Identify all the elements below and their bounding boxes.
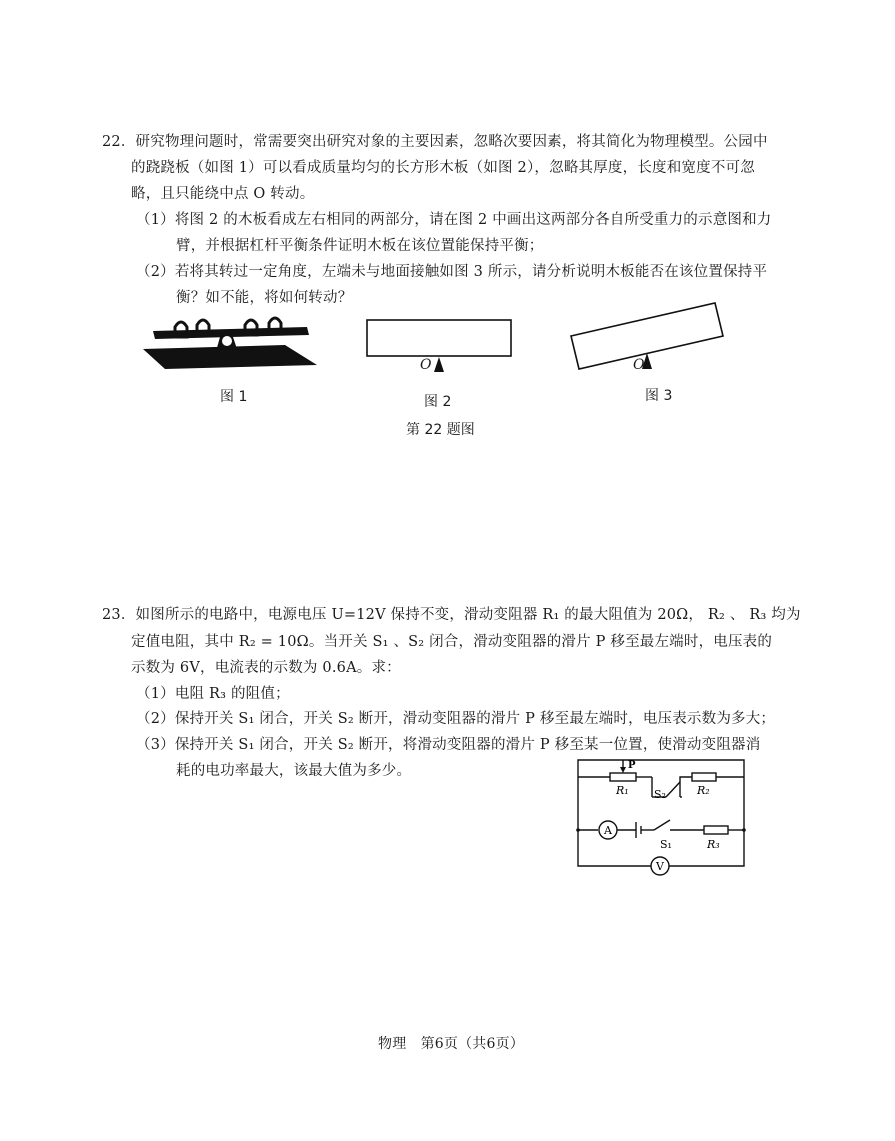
q23-subq-3-line-2: 耗的电功率最大，该最大值为多少。: [176, 763, 412, 779]
q22-line-1: 22．研究物理问题时，常需要突出研究对象的主要因素，忽略次要因素，将其简化为物理模型。公园中: [102, 134, 768, 150]
r2-label: R₂: [697, 784, 710, 797]
fig1-caption: 图 1: [220, 389, 248, 405]
fig2-pivot: [434, 357, 444, 372]
fig2-caption: 图 2: [424, 394, 452, 410]
q22-subq-1-line-1: （1）将图 2 的木板看成左右相同的两部分，请在图 2 中画出这两部分各自所受重力的示意图和力: [136, 212, 772, 228]
fig2-board-diagram: [360, 314, 520, 380]
r2-resistor: [692, 773, 716, 781]
q22-subq-1-line-2: 臂，并根据杠杆平衡条件证明木板在该位置能保持平衡；: [176, 238, 544, 254]
ammeter-label: A: [604, 824, 612, 837]
fig2-pivot-label: O: [420, 357, 432, 373]
q22-line-2: 的跷跷板（如图 1）可以看成质量均匀的长方形木板（如图 2），忽略其厚度，长度和宽度不可忽: [131, 160, 755, 176]
q23-subq-3-line-1: （3）保持开关 S₁ 闭合，开关 S₂ 断开，将滑动变阻器的滑片 P 移至某一位置，使滑动变阻器消: [136, 737, 761, 753]
fig2-board: [367, 320, 511, 356]
slider-p-label: P: [628, 760, 636, 771]
s1-label: S₁: [660, 838, 672, 851]
q22-subq-2-line-1: （2）若将其转过一定角度，左端未与地面接触如图 3 所示，请分析说明木板能否在该位置保持平: [136, 264, 768, 280]
fig1-seesaw-illustration: [135, 315, 325, 377]
fig3-caption: 图 3: [645, 388, 673, 404]
q22-line-3: 略，且只能绕中点 O 转动。: [131, 186, 315, 202]
q22-figure-title: 第 22 题图: [406, 422, 475, 438]
s2-label: S₂: [654, 788, 666, 801]
q23-line-3: 示数为 6V，电流表的示数为 0.6A。求：: [131, 660, 401, 676]
q23-circuit-diagram: [570, 752, 755, 882]
r1-resistor: [610, 773, 636, 781]
r3-resistor: [704, 826, 728, 834]
r1-label: R₁: [616, 784, 629, 797]
page-footer: 物理 第6页（共6页）: [378, 1036, 525, 1052]
q22-subq-2-line-2: 衡？如不能，将如何转动？: [176, 290, 353, 306]
q23-line-2: 定值电阻，其中 R₂ = 10Ω。当开关 S₁ 、S₂ 闭合，滑动变阻器的滑片 P 移至最左端时，电压表的: [131, 634, 773, 650]
q23-subq-2: （2）保持开关 S₁ 闭合，开关 S₂ 断开，滑动变阻器的滑片 P 移至最左端时，电压表示数为多大；: [136, 711, 776, 727]
fig3-tilted-board-diagram: [565, 296, 735, 382]
r3-label: R₃: [707, 838, 720, 851]
q23-subq-1: （1）电阻 R₃ 的阻值；: [136, 686, 290, 702]
slider-arrow: [620, 767, 626, 773]
fig3-pivot-label: O: [633, 357, 645, 373]
voltmeter-label: V: [656, 860, 664, 873]
q23-line-1: 23．如图所示的电路中，电源电压 U=12V 保持不变，滑动变阻器 R₁ 的最大阻值为 20Ω， R₂ 、 R₃ 均为: [102, 607, 801, 623]
